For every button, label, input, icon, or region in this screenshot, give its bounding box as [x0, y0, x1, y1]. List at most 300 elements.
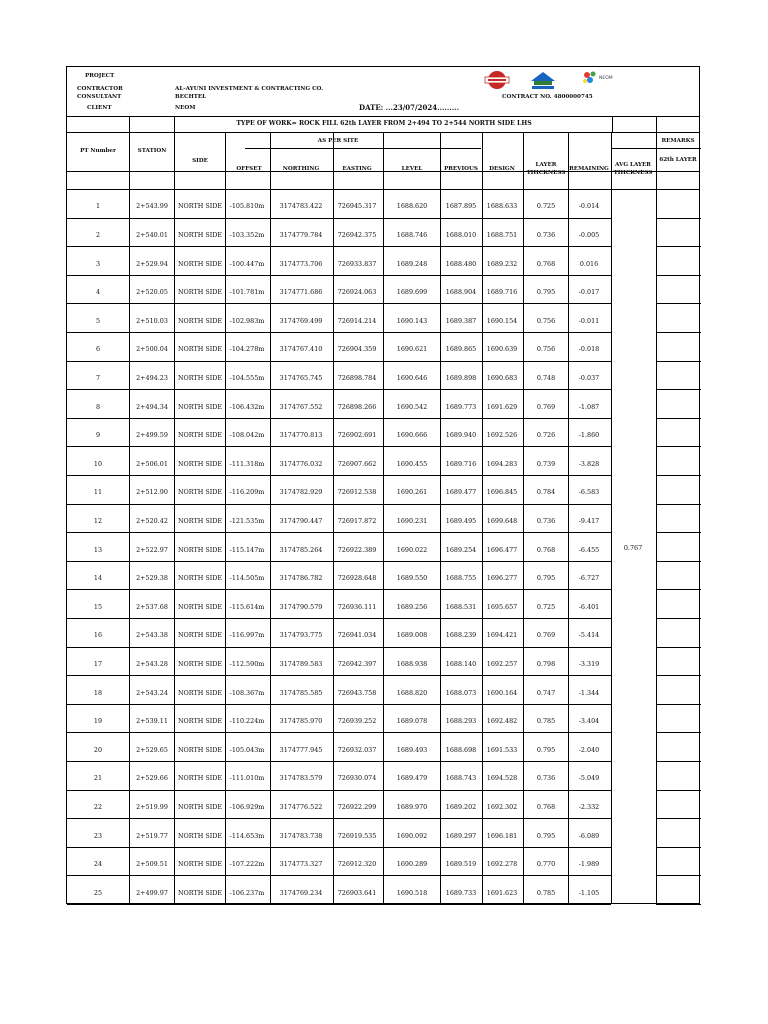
cell-design: 1691.629: [486, 402, 518, 411]
cell-side: NORTH SIDE: [177, 459, 223, 468]
cell-design: 1691.623: [486, 888, 518, 897]
cell-remaining: -3.319: [578, 659, 600, 668]
cell-pt: 4: [95, 288, 101, 297]
cell-northing: 3174793.775: [279, 631, 323, 640]
cell-station: 2+494.23: [136, 373, 168, 382]
cell-level: 1690.518: [396, 888, 428, 897]
cell-side: NORTH SIDE: [177, 860, 223, 869]
cell-level: 1688.620: [396, 202, 428, 211]
cell-offset: -107.222m: [229, 860, 265, 869]
cell-remaining: -5.049: [578, 774, 600, 783]
cell-side: NORTH SIDE: [177, 688, 223, 697]
cell-level: 1690.455: [396, 459, 428, 468]
cell-remaining: -6.089: [578, 831, 600, 840]
cell-station: 2+519.77: [136, 831, 168, 840]
cell-thickness: 0.795: [536, 745, 556, 754]
cell-northing: 3174771.686: [279, 288, 323, 297]
cell-offset: -116.209m: [229, 488, 265, 497]
cell-previous: 1688.904: [445, 288, 477, 297]
cell-pt: 13: [93, 545, 103, 554]
contractor-label: CONTRACTOR: [77, 86, 123, 92]
cell-remaining: -1.344: [578, 688, 600, 697]
cell-remaining: -0.037: [578, 373, 600, 382]
cell-design: 1692.278: [486, 860, 518, 869]
cell-northing: 3174773.706: [279, 259, 323, 268]
consultant-label: CONSULTANT: [77, 94, 122, 100]
cell-remaining: -6.583: [578, 488, 600, 497]
cell-level: 1689.970: [396, 802, 428, 811]
col-avg-2: THICKNESS: [613, 170, 653, 176]
cell-remaining: -6.401: [578, 602, 600, 611]
cell-previous: 1688.531: [445, 602, 477, 611]
cell-easting: 726942.375: [337, 230, 377, 239]
cell-side: NORTH SIDE: [177, 288, 223, 297]
cell-pt: 14: [93, 574, 103, 583]
cell-pt: 11: [93, 488, 103, 497]
cell-northing: 3174790.579: [279, 602, 323, 611]
cell-previous: 1689.387: [445, 316, 477, 325]
cell-side: NORTH SIDE: [177, 230, 223, 239]
cell-design: 1692.302: [486, 802, 518, 811]
cell-design: 1692.482: [486, 717, 518, 726]
cell-previous: 1688.073: [445, 688, 477, 697]
cell-northing: 3174785.585: [279, 688, 323, 697]
cell-pt: 6: [95, 345, 101, 354]
cell-northing: 3174782.929: [279, 488, 323, 497]
cell-side: NORTH SIDE: [177, 545, 223, 554]
cell-remaining: -2.040: [578, 745, 600, 754]
col-station: STATION: [137, 148, 167, 154]
cell-design: 1696.477: [486, 545, 518, 554]
cell-level: 1689.078: [396, 717, 428, 726]
cell-thickness: 0.725: [536, 202, 556, 211]
cell-remaining: -3.828: [578, 459, 600, 468]
col-remarks: REMARKS: [661, 138, 695, 144]
cell-station: 2+520.05: [136, 288, 168, 297]
cell-thickness: 0.769: [536, 631, 556, 640]
cell-offset: -114.653m: [229, 831, 265, 840]
cell-easting: 726902.691: [337, 431, 377, 440]
col-level: LEVEL: [401, 166, 423, 172]
cell-station: 2+520.42: [136, 516, 168, 525]
cell-pt: 5: [95, 316, 101, 325]
cell-level: 1690.621: [396, 345, 428, 354]
cell-previous: 1689.865: [445, 345, 477, 354]
cell-side: NORTH SIDE: [177, 659, 223, 668]
cell-easting: 726945.317: [337, 202, 377, 211]
cell-side: NORTH SIDE: [177, 402, 223, 411]
cell-thickness: 0.785: [536, 717, 556, 726]
cell-level: 1689.493: [396, 745, 428, 754]
contract-number: CONTRACT NO. 4800000745: [502, 94, 593, 100]
cell-design: 1690.639: [486, 345, 518, 354]
client-value: NEOM: [175, 105, 196, 111]
cell-easting: 726942.397: [337, 659, 377, 668]
cell-northing: 3174790.447: [279, 516, 323, 525]
cell-thickness: 0.736: [536, 774, 556, 783]
cell-previous: 1689.519: [445, 860, 477, 869]
cell-station: 2+519.99: [136, 802, 168, 811]
cell-previous: 1689.297: [445, 831, 477, 840]
cell-northing: 3174779.784: [279, 230, 323, 239]
cell-remaining: -6.727: [578, 574, 600, 583]
cell-station: 2+539.11: [136, 717, 168, 726]
cell-station: 2+543.38: [136, 631, 168, 640]
cell-station: 2+529.66: [136, 774, 168, 783]
cell-northing: 3174770.813: [279, 431, 323, 440]
cell-pt: 24: [93, 860, 103, 869]
cell-side: NORTH SIDE: [177, 745, 223, 754]
cell-level: 1690.261: [396, 488, 428, 497]
cell-pt: 16: [93, 631, 103, 640]
cell-level: 1690.542: [396, 402, 428, 411]
col-easting: EASTING: [342, 166, 372, 172]
cell-level: 1688.746: [396, 230, 428, 239]
cell-easting: 726941.034: [337, 631, 377, 640]
cell-design: 1694.528: [486, 774, 518, 783]
cell-design: 1699.648: [486, 516, 518, 525]
cell-thickness: 0.736: [536, 516, 556, 525]
cell-design: 1692.526: [486, 431, 518, 440]
neom-logo: [581, 69, 629, 93]
cell-thickness: 0.795: [536, 831, 556, 840]
cell-side: NORTH SIDE: [177, 431, 223, 440]
cell-offset: -112.590m: [229, 659, 265, 668]
cell-side: NORTH SIDE: [177, 831, 223, 840]
cell-side: NORTH SIDE: [177, 888, 223, 897]
cell-easting: 726932.037: [337, 745, 377, 754]
cell-easting: 726912.538: [337, 488, 377, 497]
cell-station: 2+529.38: [136, 574, 168, 583]
cell-side: NORTH SIDE: [177, 345, 223, 354]
cell-side: NORTH SIDE: [177, 717, 223, 726]
cell-remaining: -9.417: [578, 516, 600, 525]
cell-easting: 726912.320: [337, 860, 377, 869]
cell-offset: -114.505m: [229, 574, 265, 583]
cell-offset: -108.042m: [229, 431, 265, 440]
cell-station: 2+510.03: [136, 316, 168, 325]
cell-pt: 15: [93, 602, 103, 611]
cell-remaining: -3.404: [578, 717, 600, 726]
cell-previous: 1687.895: [445, 202, 477, 211]
cell-northing: 3174783.738: [279, 831, 323, 840]
cell-northing: 3174776.032: [279, 459, 323, 468]
cell-thickness: 0.739: [536, 459, 556, 468]
cell-previous: 1689.477: [445, 488, 477, 497]
cell-thickness: 0.795: [536, 288, 556, 297]
cell-easting: 726933.837: [337, 259, 377, 268]
cell-offset: -101.781m: [229, 288, 265, 297]
cell-thickness: 0.768: [536, 545, 556, 554]
cell-station: 2+500.04: [136, 345, 168, 354]
col-62th-layer: 62th LAYER: [659, 157, 697, 163]
cell-level: 1690.231: [396, 516, 428, 525]
cell-pt: 3: [95, 259, 101, 268]
cell-side: NORTH SIDE: [177, 488, 223, 497]
cell-design: 1696.845: [486, 488, 518, 497]
cell-station: 2+499.97: [136, 888, 168, 897]
cell-easting: 726922.299: [337, 802, 377, 811]
cell-station: 2+522.97: [136, 545, 168, 554]
cell-station: 2+543.28: [136, 659, 168, 668]
cell-northing: 3174785.970: [279, 717, 323, 726]
cell-pt: 1: [95, 202, 101, 211]
report-date: DATE: ...23/07/2024.........: [359, 103, 460, 112]
cell-pt: 20: [93, 745, 103, 754]
cell-pt: 21: [93, 774, 103, 783]
cell-design: 1690.164: [486, 688, 518, 697]
col-as-per-site: AS PER SITE: [317, 138, 359, 144]
cell-station: 2+537.68: [136, 602, 168, 611]
cell-previous: 1689.733: [445, 888, 477, 897]
cell-northing: 3174767.410: [279, 345, 323, 354]
cell-level: 1689.008: [396, 631, 428, 640]
cell-side: NORTH SIDE: [177, 202, 223, 211]
cell-level: 1690.646: [396, 373, 428, 382]
col-layer-thickness-1: LAYER: [535, 162, 557, 168]
cell-northing: 3174789.583: [279, 659, 323, 668]
cell-offset: -100.447m: [229, 259, 265, 268]
cell-remaining: -1.860: [578, 431, 600, 440]
cell-remaining: -0.005: [578, 230, 600, 239]
cell-offset: -111.318m: [229, 459, 265, 468]
cell-northing: 3174767.552: [279, 402, 323, 411]
cell-thickness: 0.769: [536, 402, 556, 411]
cell-pt: 9: [95, 431, 101, 440]
consultant-value: BECHTEL: [175, 94, 207, 100]
cell-station: 2+529.65: [136, 745, 168, 754]
cell-design: 1689.232: [486, 259, 518, 268]
cell-remaining: -0.017: [578, 288, 600, 297]
cell-design: 1689.716: [486, 288, 518, 297]
cell-previous: 1688.239: [445, 631, 477, 640]
cell-side: NORTH SIDE: [177, 516, 223, 525]
cell-easting: 726914.214: [337, 316, 377, 325]
cell-northing: 3174786.782: [279, 574, 323, 583]
cell-previous: 1688.480: [445, 259, 477, 268]
cell-level: 1690.289: [396, 860, 428, 869]
cell-offset: -105.810m: [229, 202, 265, 211]
cell-level: 1689.479: [396, 774, 428, 783]
cell-design: 1694.283: [486, 459, 518, 468]
cell-station: 2+543.99: [136, 202, 168, 211]
cell-offset: -106.237m: [229, 888, 265, 897]
cell-easting: 726898.784: [337, 373, 377, 382]
cell-design: 1692.257: [486, 659, 518, 668]
cell-thickness: 0.725: [536, 602, 556, 611]
cell-pt: 25: [93, 888, 103, 897]
cell-remaining: -1.989: [578, 860, 600, 869]
col-offset: OFFSET: [236, 166, 262, 172]
contractor-value: AL-AYUNI INVESTMENT & CONTRACTING CO.: [175, 86, 324, 92]
cell-design: 1690.154: [486, 316, 518, 325]
cell-offset: -105.043m: [229, 745, 265, 754]
cell-remaining: -6.455: [578, 545, 600, 554]
cell-thickness: 0.770: [536, 860, 556, 869]
cell-thickness: 0.756: [536, 345, 556, 354]
cell-station: 2+540.01: [136, 230, 168, 239]
cell-northing: 3174773.327: [279, 860, 323, 869]
cell-offset: -104.278m: [229, 345, 265, 354]
cell-remaining: -5.414: [578, 631, 600, 640]
cell-design: 1696.277: [486, 574, 518, 583]
cell-previous: 1688.140: [445, 659, 477, 668]
cell-thickness: 0.785: [536, 888, 556, 897]
cell-easting: 726928.648: [337, 574, 377, 583]
avg-layer-thickness-value: 0.767: [623, 544, 643, 552]
cell-design: 1688.751: [486, 230, 518, 239]
bechtel-logo: [484, 69, 510, 95]
cell-offset: -108.367m: [229, 688, 265, 697]
cell-thickness: 0.798: [536, 659, 556, 668]
cell-easting: 726922.389: [337, 545, 377, 554]
col-design: DESIGN: [489, 166, 515, 172]
cell-easting: 726936.111: [337, 602, 377, 611]
cell-pt: 23: [93, 831, 103, 840]
cell-pt: 10: [93, 459, 103, 468]
cell-offset: -104.555m: [229, 373, 265, 382]
cell-level: 1690.666: [396, 431, 428, 440]
cell-pt: 18: [93, 688, 103, 697]
cell-offset: -121.535m: [229, 516, 265, 525]
cell-offset: -102.983m: [229, 316, 265, 325]
cell-thickness: 0.784: [536, 488, 556, 497]
cell-previous: 1688.010: [445, 230, 477, 239]
col-remaining: REMAINING: [569, 166, 609, 172]
cell-easting: 726898.266: [337, 402, 377, 411]
cell-previous: 1689.202: [445, 802, 477, 811]
col-side: SIDE: [192, 158, 208, 164]
cell-level: 1690.143: [396, 316, 428, 325]
cell-remaining: -1.105: [578, 888, 600, 897]
cell-easting: 726919.535: [337, 831, 377, 840]
col-previous: PREVIOUS: [444, 166, 478, 172]
cell-thickness: 0.768: [536, 802, 556, 811]
cell-offset: -110.224m: [229, 717, 265, 726]
cell-level: 1689.256: [396, 602, 428, 611]
cell-northing: 3174783.579: [279, 774, 323, 783]
cell-previous: 1689.940: [445, 431, 477, 440]
cell-level: 1690.092: [396, 831, 428, 840]
cell-level: 1688.938: [396, 659, 428, 668]
cell-design: 1695.657: [486, 602, 518, 611]
cell-side: NORTH SIDE: [177, 259, 223, 268]
cell-thickness: 0.795: [536, 574, 556, 583]
cell-remaining: -1.087: [578, 402, 600, 411]
cell-pt: 7: [95, 373, 101, 382]
cell-station: 2+494.34: [136, 402, 168, 411]
cell-level: 1690.022: [396, 545, 428, 554]
cell-side: NORTH SIDE: [177, 774, 223, 783]
cell-thickness: 0.756: [536, 316, 556, 325]
col-pt-number: PT Number: [80, 148, 116, 154]
cell-pt: 2: [95, 230, 101, 239]
cell-northing: 3174769.499: [279, 316, 323, 325]
cell-previous: 1689.254: [445, 545, 477, 554]
cell-thickness: 0.726: [536, 431, 556, 440]
cell-offset: -115.147m: [229, 545, 265, 554]
cell-previous: 1689.495: [445, 516, 477, 525]
cell-design: 1691.533: [486, 745, 518, 754]
col-northing: NORTHING: [282, 166, 320, 172]
cell-easting: 726904.359: [337, 345, 377, 354]
cell-offset: -115.614m: [229, 602, 265, 611]
cell-northing: 3174769.234: [279, 888, 323, 897]
cell-offset: -106.432m: [229, 402, 265, 411]
cell-station: 2+543.24: [136, 688, 168, 697]
cell-station: 2+529.94: [136, 259, 168, 268]
cell-previous: 1688.743: [445, 774, 477, 783]
cell-level: 1689.248: [396, 259, 428, 268]
cell-thickness: 0.747: [536, 688, 556, 697]
cell-offset: -116.997m: [229, 631, 265, 640]
cell-remaining: -0.011: [578, 316, 600, 325]
cell-thickness: 0.748: [536, 373, 556, 382]
cell-design: 1694.421: [486, 631, 518, 640]
cell-level: 1689.699: [396, 288, 428, 297]
cell-station: 2+512.90: [136, 488, 168, 497]
cell-offset: -106.929m: [229, 802, 265, 811]
cell-thickness: 0.768: [536, 259, 556, 268]
cell-easting: 726907.662: [337, 459, 377, 468]
cell-previous: 1688.293: [445, 717, 477, 726]
cell-easting: 726917.872: [337, 516, 377, 525]
cell-remaining: 0.016: [579, 259, 599, 268]
survey-sheet: [66, 66, 700, 904]
cell-easting: 726924.063: [337, 288, 377, 297]
cell-northing: 3174777.945: [279, 745, 323, 754]
cell-easting: 726930.074: [337, 774, 377, 783]
project-label: PROJECT: [85, 73, 115, 79]
cell-design: 1690.683: [486, 373, 518, 382]
cell-side: NORTH SIDE: [177, 802, 223, 811]
cell-previous: 1689.773: [445, 402, 477, 411]
cell-offset: -103.352m: [229, 230, 265, 239]
cell-remaining: -0.018: [578, 345, 600, 354]
cell-station: 2+509.51: [136, 860, 168, 869]
cell-side: NORTH SIDE: [177, 373, 223, 382]
cell-level: 1688.820: [396, 688, 428, 697]
cell-northing: 3174785.264: [279, 545, 323, 554]
svg-text:NEOM: NEOM: [599, 76, 613, 81]
cell-level: 1689.550: [396, 574, 428, 583]
cell-previous: 1689.898: [445, 373, 477, 382]
cell-easting: 726943.758: [337, 688, 377, 697]
type-of-work: TYPE OF WORK= ROCK FILL 62th LAYER FROM 2+494 TO 2+544 NORTH SIDE LHS: [236, 120, 532, 127]
cell-station: 2+499.59: [136, 431, 168, 440]
cell-previous: 1688.698: [445, 745, 477, 754]
cell-side: NORTH SIDE: [177, 574, 223, 583]
cell-remaining: -0.014: [578, 202, 600, 211]
cell-pt: 17: [93, 659, 103, 668]
cell-pt: 19: [93, 717, 103, 726]
cell-northing: 3174776.522: [279, 802, 323, 811]
cell-design: 1688.633: [486, 202, 518, 211]
col-avg-1: AVG LAYER: [615, 162, 651, 168]
cell-station: 2+506.01: [136, 459, 168, 468]
cell-previous: 1688.755: [445, 574, 477, 583]
client-label: CLIENT: [87, 105, 112, 111]
cell-side: NORTH SIDE: [177, 602, 223, 611]
cell-previous: 1689.716: [445, 459, 477, 468]
cell-northing: 3174783.422: [279, 202, 323, 211]
cell-design: 1696.181: [486, 831, 518, 840]
cell-side: NORTH SIDE: [177, 316, 223, 325]
al-ayuni-logo: [529, 69, 557, 95]
cell-thickness: 0.736: [536, 230, 556, 239]
cell-pt: 8: [95, 402, 101, 411]
cell-easting: 726903.641: [337, 888, 377, 897]
